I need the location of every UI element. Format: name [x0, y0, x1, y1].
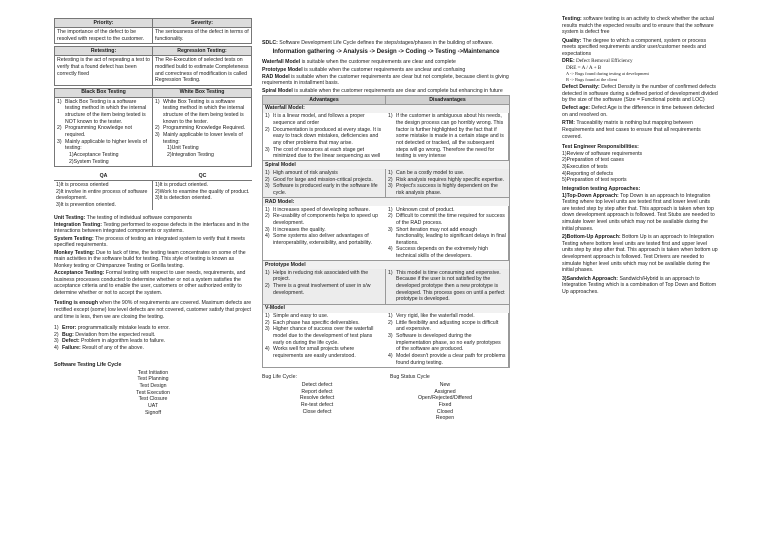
list-item: Detect defect — [301, 382, 333, 389]
responsibilities-title: Test Engineer Responsibilities: — [562, 143, 639, 150]
qc-text: 1)It is product oriented. 2)Work to examine the quality of product. 3)It is detection oriented. — [155, 182, 250, 202]
list-item: 4)Reporting of defects — [562, 170, 614, 177]
disadvantages-header: Disadvantages — [386, 96, 509, 104]
model-disadvantages — [386, 206, 509, 260]
list-item: 2) Difficult to commit the time required for success of the RAD process. — [388, 213, 505, 226]
model-section-title: Spiral Model — [263, 160, 509, 169]
list-item: 1) If the customer is ambiguous about his needs, the design process can go horribly wrong. This factor is further highlighted by the fact that if some mistake is made in a certain stage and is not detected or tracked, all the subsequent steps will go wrong. Therefore the need for testing is very intense — [388, 113, 504, 160]
model-section-title: RAD Model: — [263, 197, 509, 206]
approach-sandwich: 3)Sandwich Approach: Sandwich/Hybrid is an approach to Integration Testing which is a combination of Top Down and Bottom Up approaches. — [562, 275, 717, 295]
approach-bottom-up: 2)Bottom-Up Approach: Bottom Up is an approach to Integration Testing where bottom level units are tested first and upper level units step by step after that. This approach is taken when bottom up development approach is followed. Test Drivers are needed to simulate higher level units which may not be available during the initial phases. — [562, 234, 718, 274]
list-item: 2) Risk analysis requires highly specific expertise. — [388, 176, 505, 183]
model-advantages — [263, 169, 386, 197]
list-item: Test Design — [139, 382, 167, 389]
list-item: 2) Good for large and mission-critical projects. — [265, 176, 373, 183]
quality-definition: Quality: The degree to which a component, system or process meets specified requirements and/or user/customer needs and expectations — [562, 37, 707, 57]
list-item: 4) Success depends on the extremely high technical skills of the developers. — [388, 246, 488, 260]
approach-top-down: 1)Top-Down Approach: Top Down is an approach to Integration Testing where top level units are tested first and lower level units are tested step by step after that. This approach is taken when top down development approach is followed. Test Stubs are needed to simulate lower level units which may not be available during the initial phases. — [562, 192, 715, 232]
white-box-text: 1) White Box Testing is a software testing method in which the internal structure of the item being tested is known to the tester. 2) Programming Knowledge Required. 3) Mainly applicable to lower levels of testing: 1)Unit Testing 2)Integration Testing — [155, 98, 246, 158]
list-item: Closed — [436, 408, 454, 415]
list-item: 1) Unknown cost of product. — [388, 206, 455, 213]
rtm-definition: RTM: Traceability matrix is nothing but mapping between Requirements and test cases to ensure that all requirements covered. — [562, 120, 701, 140]
model-disadvantages — [386, 269, 509, 303]
testing-types — [54, 215, 252, 297]
regression-header: Regression Testing: — [153, 47, 251, 56]
white-box-header: White Box Testing — [153, 89, 251, 98]
list-item: 1) Helps in reducing risk associated with the project. — [265, 269, 369, 283]
middle-column — [262, 40, 510, 422]
priority-severity-table — [54, 18, 252, 44]
testing-type-acceptance: Acceptance Testing: Formal testing with respect to user needs, requirements, and business processes conducted to determine whether or not a system satisfies the acceptance criteria and to enable the user, customers or other authorized entity to determine whether or not to accept the system. — [54, 270, 246, 297]
list-item: 3) Software is produced early in the software life cycle. — [265, 183, 378, 196]
list-item: 2) Documentation is produced at every stage. It is easy to track down mistakes, deficiencies and any other problems that may arise. — [265, 126, 382, 146]
list-item: 3) Software is developed during the implementation phase, so no early prototypes of the software are produced. — [388, 333, 501, 353]
responsibilities — [562, 144, 718, 184]
advantages-header: Advantages — [263, 96, 386, 104]
model-def-waterfall: Waterfall Model is suitable when the customer requirements are clear and complete — [262, 59, 456, 66]
integration-approaches — [562, 186, 718, 296]
list-item: Close defect — [302, 408, 332, 415]
defect-density-definition: Defect Density: Defect Density is the number of confirmed defects detected in software during a defined period of development divided by the size of the software (Size = Functional points and LOC) — [562, 83, 718, 104]
list-item: 3) The cost of resources at each stage get minimized due to the linear sequencing as well — [265, 146, 381, 160]
model-disadvantages — [386, 113, 509, 161]
list-item: Test Planning — [137, 376, 169, 383]
severity-header: Severity: — [153, 19, 251, 28]
model-advantages — [263, 206, 386, 260]
list-item: Test Closure — [138, 396, 168, 403]
model-section-title: Waterfall Model: — [263, 104, 509, 113]
model-section-title: Prototype Model — [263, 260, 509, 269]
model-advantages — [263, 269, 386, 303]
priority-header: Priority: — [55, 19, 153, 28]
dre-definition: DRE: Defect Removal Efficiency DRE = A / A + B A -> Bugs found during testing at development B -> Bugs found at the client — [562, 58, 718, 83]
list-item: Assigned — [434, 388, 456, 395]
list-item: 1) High amount of risk analysis — [265, 169, 338, 176]
list-item: 1) Very rigid, like the waterfall model. — [388, 313, 475, 320]
model-section-title: V-Model — [263, 304, 509, 313]
left-column — [54, 18, 252, 416]
list-item: 4) Works well for small projects where requirements are easily understood. — [265, 346, 356, 360]
testing-type-system: System Testing: The process of testing an integrated system to verify that it meets specified requirements. — [54, 235, 245, 249]
testing-type-unit: Unit Testing: The testing of individual software components — [54, 214, 192, 221]
retesting-regression-table — [54, 46, 252, 85]
stlc-section — [54, 362, 252, 417]
list-item: 1) Can be a costly model to use. — [388, 169, 465, 176]
list-item: 2)Preparation of test cases — [562, 157, 624, 164]
model-def-prototype: Prototype Model is suitable when the customer requirements are unclear and confusing — [262, 66, 466, 73]
list-item: 5)Preparation of test reports — [562, 177, 627, 184]
dre-formula: DRE = A / A + B — [566, 64, 602, 71]
list-item: Re-test defect — [300, 402, 334, 408]
list-item: 3) Short iteration may not add enough functionality, leading to significant delays in final iterations. — [388, 226, 506, 246]
qa-text: 1)It is process oriented 2)It involve in entire process of software development. 3)It is prevention oriented. — [54, 181, 153, 209]
model-definitions — [262, 59, 510, 94]
testing-type-monkey: Monkey Testing: Due to lack of time, the testing team concentrates on some of the main activities in the software build for testing. This style of testing is known as Monkey testing or Chimpanzee Testing or Gorilla testing. — [54, 249, 246, 269]
retesting-text: Retesting is the act of repeating a test to verify that a found defect has been correctly fixed — [55, 56, 153, 84]
qa-qc-table — [54, 172, 252, 209]
model-disadvantages — [386, 169, 509, 197]
list-item: 2) Little flexibility and adjusting scope is difficult and expensive. — [388, 319, 499, 333]
list-item: Fixed — [438, 402, 452, 408]
black-box-text: 1) Black Box Testing is a software testing method in which the internal structure of the item being tested is NOT known to the tester. 2) Programming Knowledge not required. 3) Mainly applicable to higher levels of testing: 1)Acceptance Testing 2)System Testing — [55, 98, 153, 166]
model-def-rad: RAD Model is suitable when the customer requirements are clear but not complete, because client is giving requirements in installment basis. — [262, 73, 509, 87]
qa-header: QA — [54, 172, 153, 181]
list-item: 2) Re-usability of components helps to speed up development. — [265, 213, 378, 226]
list-item: 3) Higher chance of success over the waterfall model due to the development of test plans early on during the life cycle. — [265, 326, 374, 346]
box-testing-table — [54, 88, 252, 167]
model-advantages — [263, 113, 386, 161]
list-item: Report defect — [301, 388, 333, 395]
error-terms: 1) Error: programmatically mistake leads to error. 2) Bug: Deviation from the expected result. 3) Defect: Problem in algorithm leads to failure. 4) Failure: Result of any of the above. — [54, 324, 170, 351]
model-disadvantages — [386, 313, 509, 367]
stlc-title: Software Testing Life Cycle — [54, 361, 122, 368]
sdlc-flow: Information gathering -> Analysis -> Design -> Coding -> Testing ->Maintenance — [272, 48, 500, 55]
list-item: Test Initiation — [137, 369, 169, 376]
bug-status-list — [390, 382, 500, 422]
bug-status-title: Bug Status Cycle — [390, 373, 430, 380]
stlc-list — [54, 370, 252, 417]
retesting-header: Retesting: — [55, 47, 153, 56]
list-item: 1) This model is time consuming and expensive. Because if the user is not satisfied by the developed prototype then a new prototype is developed. This process goes on until a perfect prototype is developed. — [388, 269, 505, 303]
list-item: 4) Model doesn't provide a clear path for problems found during testing. — [388, 353, 506, 366]
sdlc-definition: SDLC: Software Development Life Cycle defines the steps/stages/phases in the building of software. — [262, 40, 494, 46]
model-advantages — [263, 313, 386, 367]
list-item: 3)Execution of tests — [562, 163, 608, 170]
list-item: 3) It increases the quality. — [265, 226, 326, 233]
models-table — [262, 95, 510, 368]
defect-age-definition: Defect age: Defect Age is the difference in time between defected on and resolved on. — [562, 105, 714, 119]
bug-status-cycle — [390, 374, 500, 422]
list-item: 2) There is a great involvement of user in s/w development. — [265, 283, 371, 296]
bug-life-cycle-list — [262, 382, 372, 415]
list-item: Signoff — [144, 409, 162, 416]
model-def-spiral: Spiral Model is suitable when the customer requirements are clear and complete but enhancing in future — [262, 87, 503, 94]
black-box-header: Black Box Testing — [55, 89, 153, 98]
priority-text: The importance of the defect to be resolved with respect to the customer. — [55, 28, 153, 43]
list-item: UAT — [148, 402, 158, 409]
list-item: Test Execution — [136, 389, 170, 396]
severity-text: The seriousness of the defect in terms of functionality. — [155, 29, 249, 42]
list-item: 2) Each phase has specific deliverables. — [265, 319, 360, 326]
list-item: 1)Review of software requirements — [562, 150, 643, 157]
list-item: Open/Rejected/Differed — [417, 395, 473, 402]
list-item: Reopen — [435, 415, 455, 422]
testing-type-integration: Integration Testing: Testing performed to expose defects in the interfaces and in the interactions between integrated components or systems. — [54, 221, 250, 235]
qc-header: QC — [153, 172, 252, 181]
cycles-row — [262, 374, 510, 422]
list-item: 1) Simple and easy to use. — [265, 313, 329, 320]
list-item: New — [439, 382, 451, 389]
bug-life-cycle-title: Bug Life Cycle: — [262, 373, 297, 380]
right-column — [562, 16, 718, 297]
bug-life-cycle — [262, 374, 372, 422]
list-item: 1) It increases speed of developing software. — [265, 206, 370, 213]
regression-text: The Re-Execution of selected tests on modified build to estimate Completeness and correctness of modification is called Regression Testing. — [155, 57, 249, 84]
approaches-title: Integration testing Approaches: — [562, 185, 641, 192]
testing-definition: Testing: software testing is an activity to check whether the actual results match the expected results and to ensure that the software system is defect free — [562, 16, 714, 36]
list-item: 3) Project's success is highly dependent on the risk analysis phase. — [388, 183, 498, 196]
list-item: 4) Some systems also deliver advantages of interoperability, extensibility, and portability. — [265, 233, 372, 246]
list-item: 1) It is a linear model, and follows a proper sequence and order — [265, 113, 365, 126]
testing-enough: Testing is enough when the 90% of requirements are covered. Maximum defects are rectified except (some) low level defects are not covered, customer satisfy that project and time is less, then we are closing the testing. — [54, 300, 252, 320]
list-item: Resolve defect — [299, 395, 335, 402]
